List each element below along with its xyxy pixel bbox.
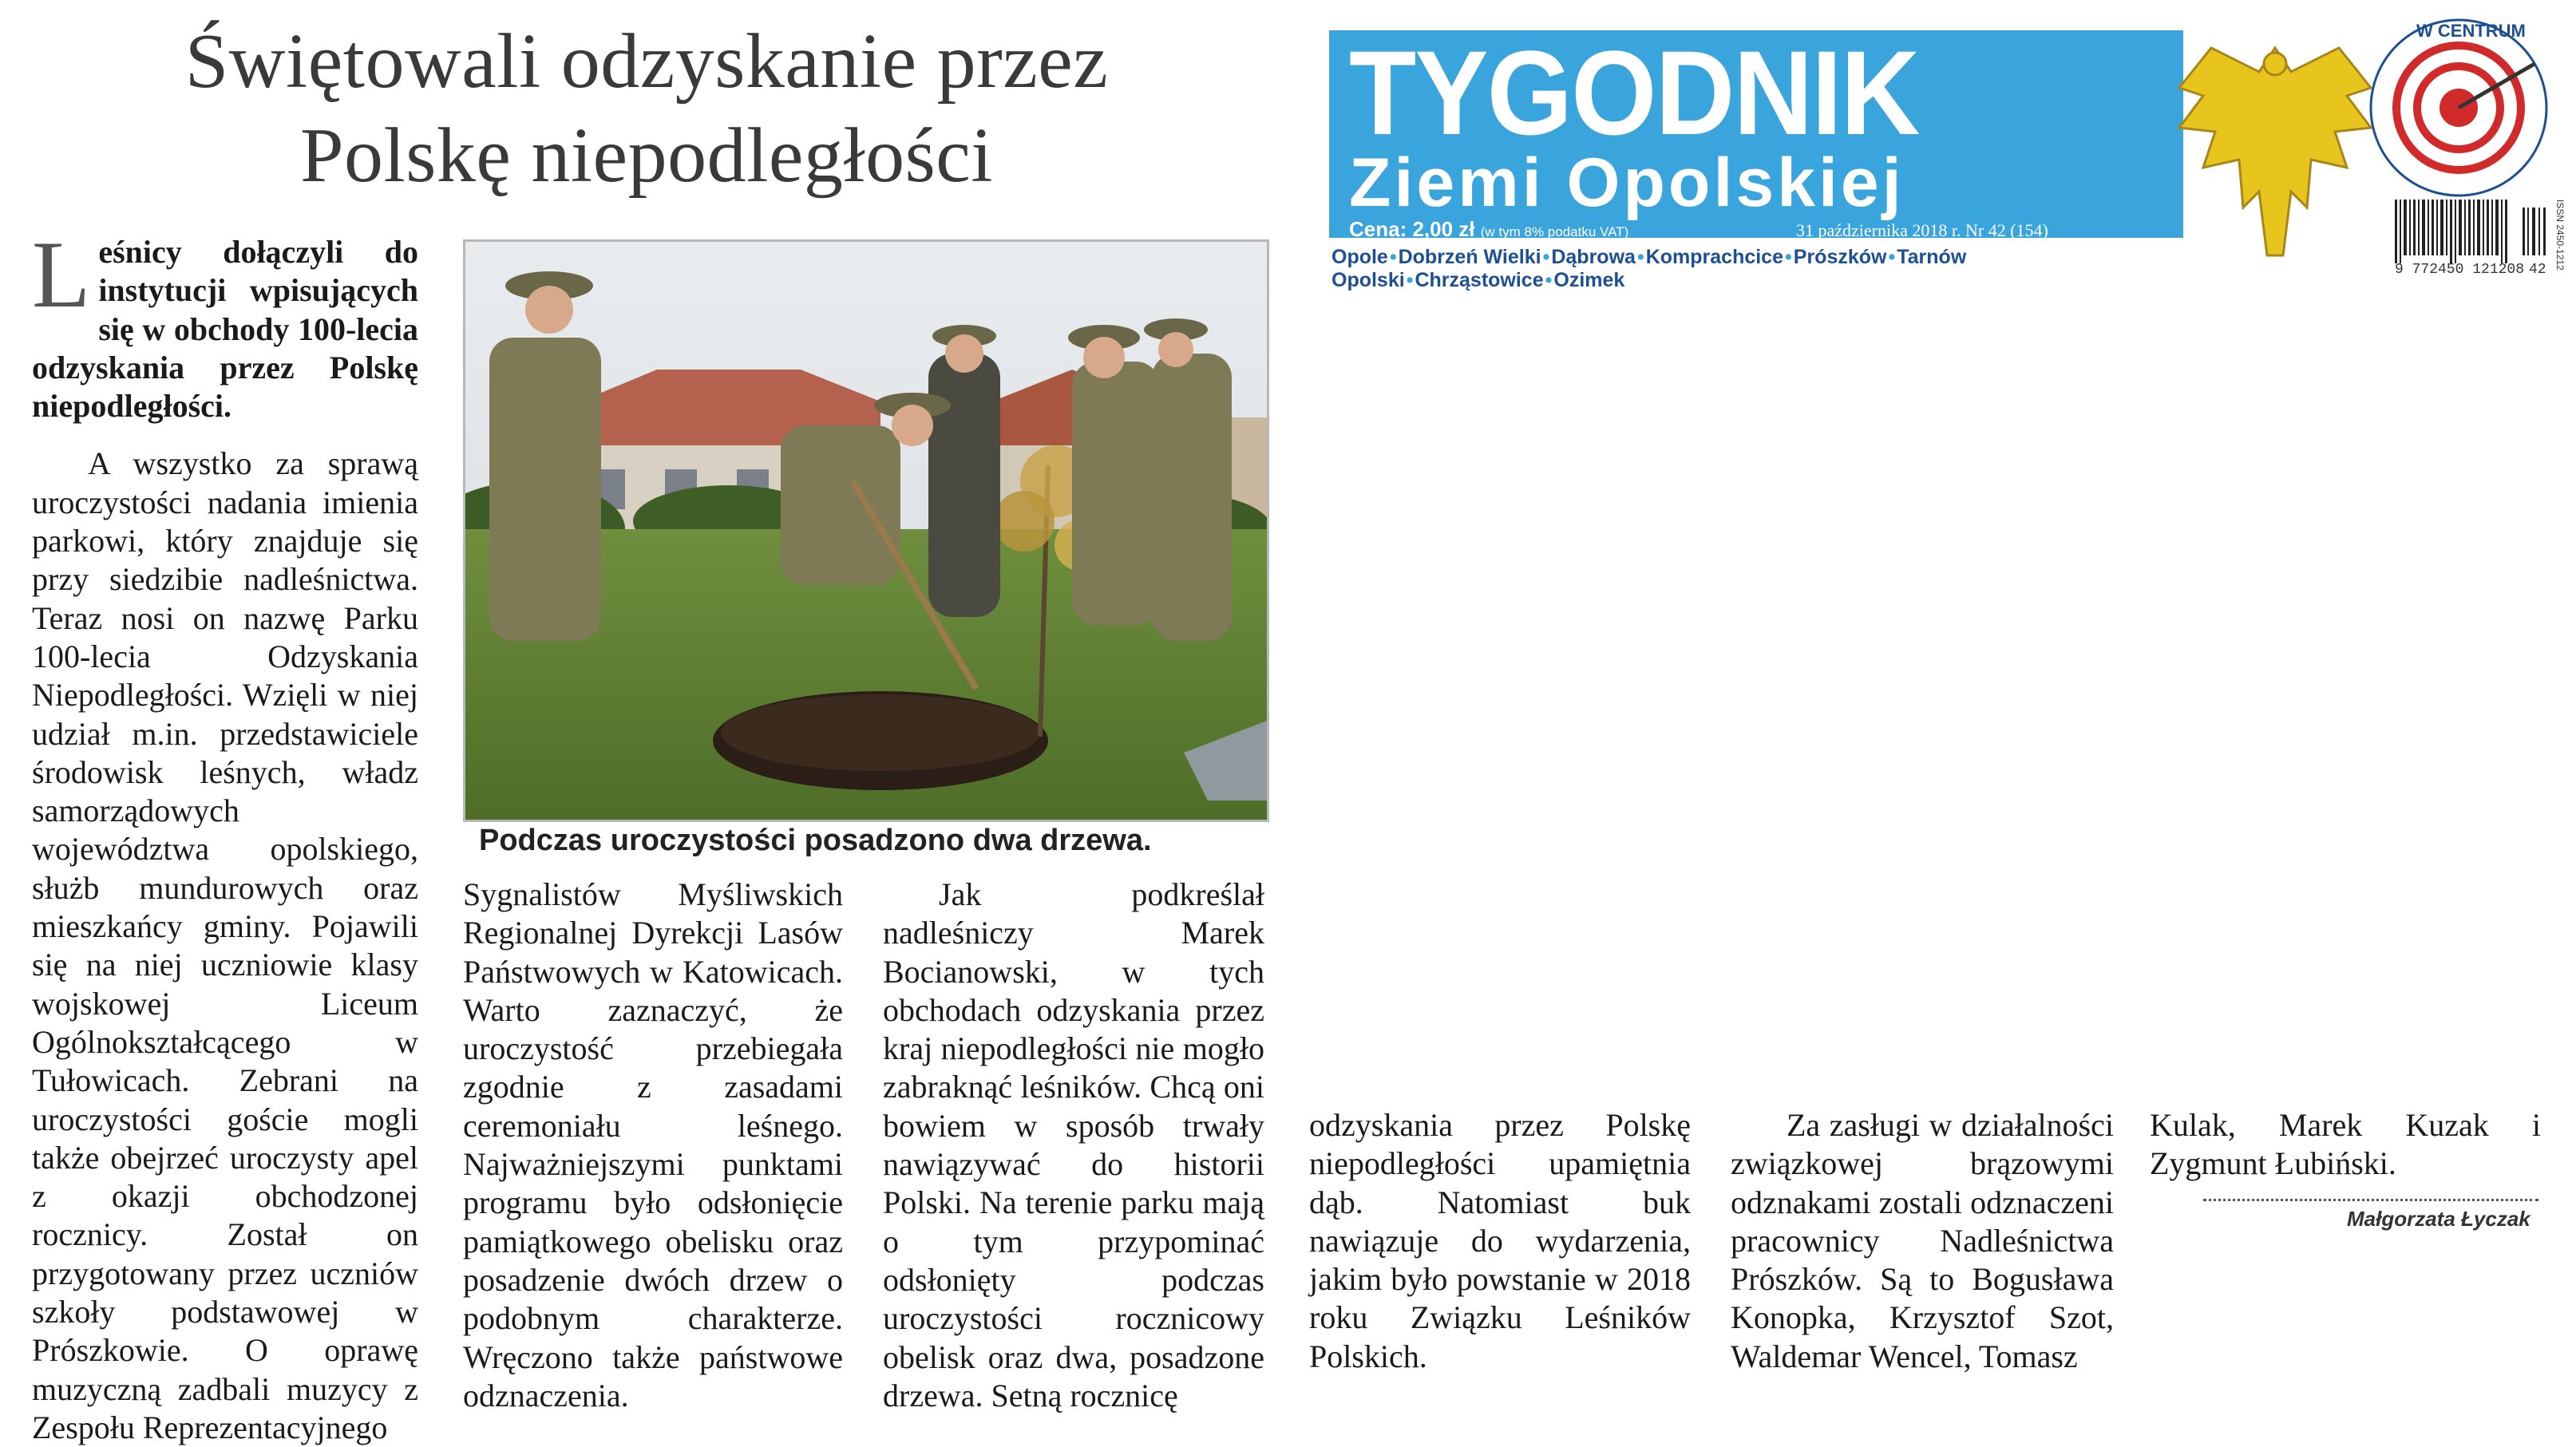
town-item: Ozimek <box>1553 269 1625 291</box>
eagle-emblem-icon <box>2171 16 2379 263</box>
town-item: Dąbrowa <box>1551 246 1636 268</box>
target-icon <box>2367 16 2550 200</box>
article-column-3 <box>883 876 1264 1415</box>
headline-line-2: Polskę niepodległości <box>300 113 993 199</box>
masthead-price <box>1349 217 1628 242</box>
town-separator: • <box>1542 246 1550 268</box>
town-item: Prószków <box>1793 246 1887 268</box>
price-note: (w tym 8% podatku VAT) <box>1480 224 1629 239</box>
town-item: Komprachcice <box>1645 246 1783 268</box>
lead-text: eśnicy dołączyli do instytucji wpisujących się w obchody 100-lecia odzyskania przez Polskę niepodległości. <box>32 234 418 425</box>
barcode-number: 9 772450 121208 <box>2395 262 2525 278</box>
column-2-body: Sygnalistów Myśliwskich Regionalnej Dyrekcji Lasów Państwowych w Katowicach. Warto zaznaczyć, że uroczystość przebiegała zgodnie z zasadami ceremoniału leśnego. Najważniejszymi punktami programu było odsłonięcie pamiątkowego obelisku oraz posadzenie dwóch drzew o podobnym charakterze. Wręczono także państwowe odznaczenia. <box>463 876 843 1413</box>
column-3-body: Jak podkreślał nadleśniczy Marek Bocianowski, w tych obchodach odzyskania przez kraj niepodległości nie mogło zabraknąć leśników. Chcą oni bowiem w sposób trwały nawiązywać do historii Polski. Na terenie parku mają o tym przypominać odsłonięty podczas uroczystości rocznicowy obelisk oraz dwa, posadzone drzewa. Setną rocznicę <box>883 876 1264 1413</box>
town-item: Opole <box>1332 246 1388 268</box>
masthead-subtitle: Ziemi Opolskiej <box>1349 144 1905 221</box>
author-signature: Małgorzata Łyczak <box>2347 1207 2530 1231</box>
column-6-body: Kulak, Marek Kuzak i Zygmunt Łubiński. <box>2150 1107 2541 1182</box>
town-separator: • <box>1636 246 1644 268</box>
article-headline <box>32 14 1261 203</box>
badge-text: W CENTRUM <box>2416 21 2526 41</box>
signature-divider <box>2203 1199 2538 1201</box>
article-photo <box>463 239 1269 822</box>
barcode <box>2395 200 2554 279</box>
price-value: Cena: 2,00 zł <box>1349 217 1475 241</box>
column-4-body: odzyskania przez Polskę niepodległości upamiętnia dąb. Natomiast buk nawiązuje do wydarzenia, jakim było powstanie w 2018 roku Związku Leśników Polskich. <box>1309 1107 1691 1374</box>
barcode-addon: 42 <box>2529 262 2546 278</box>
article-column-1 <box>32 221 418 1447</box>
town-separator: • <box>1785 246 1792 268</box>
article-lead <box>32 221 418 425</box>
town-separator: • <box>1406 269 1414 291</box>
town-separator: • <box>1545 269 1553 291</box>
issue-info: 31 października 2018 r. Nr 42 (154) <box>1796 220 2048 240</box>
issn-label: ISSN 2450-1212 <box>2554 200 2566 271</box>
article-column-2 <box>463 876 843 1415</box>
town-item: Tarnów Opolski <box>1332 246 1967 291</box>
photo-caption: Podczas uroczystości posadzono dwa drzewa. <box>479 824 1152 857</box>
article-column-5 <box>1731 1106 2114 1376</box>
target-badge <box>2367 16 2550 200</box>
town-item: Chrząstowice <box>1415 269 1544 291</box>
column-5-body: Za zasługi w działalności związkowej brązowymi odznakami zostali odznaczeni pracownicy Nadleśnictwa Prószków. Są to Bogusława Konopka, Krzysztof Szot, Waldemar Wencel, Tomasz <box>1731 1107 2114 1374</box>
article-column-4 <box>1309 1106 1691 1376</box>
drop-cap: L <box>32 221 91 327</box>
town-item: Dobrzeń Wielki <box>1398 246 1541 268</box>
article-column-6 <box>2150 1106 2541 1184</box>
town-separator: • <box>1389 246 1397 268</box>
headline-line-1: Świętowali odzyskanie przez <box>184 18 1109 105</box>
column-1-body: A wszystko za sprawą uroczystości nadania imienia parkowi, który znajduje się przy siedzibie nadleśnictwa. Teraz nosi on nazwę Parku 100-lecia Odzyskania Niepodległości. Wzięli w niej udział m.in. przedstawiciele środowisk leśnych, władz samorządowych województwa opolskiego, służb mundurowych oraz mieszkańcy gminy. Pojawili się na niej uczniowie klasy wojskowej Liceum Ogólnokształcącego w Tułowicach. Zebrani na uroczystości goście mogli także obejrzeć uroczysty apel z okazji obchodzonej rocznicy. Został on przygotowany przez uczniów szkoły podstawowej w Prószkowie. O oprawę muzyczną zadbali muzycy z Zespołu Reprezentacyjnego <box>32 445 418 1445</box>
masthead-title: TYGODNIK <box>1349 26 1919 160</box>
towns-strip <box>1332 246 2230 291</box>
photo-tree-planting <box>465 242 1267 820</box>
town-separator: • <box>1888 246 1896 268</box>
barcode-icon <box>2395 200 2554 263</box>
